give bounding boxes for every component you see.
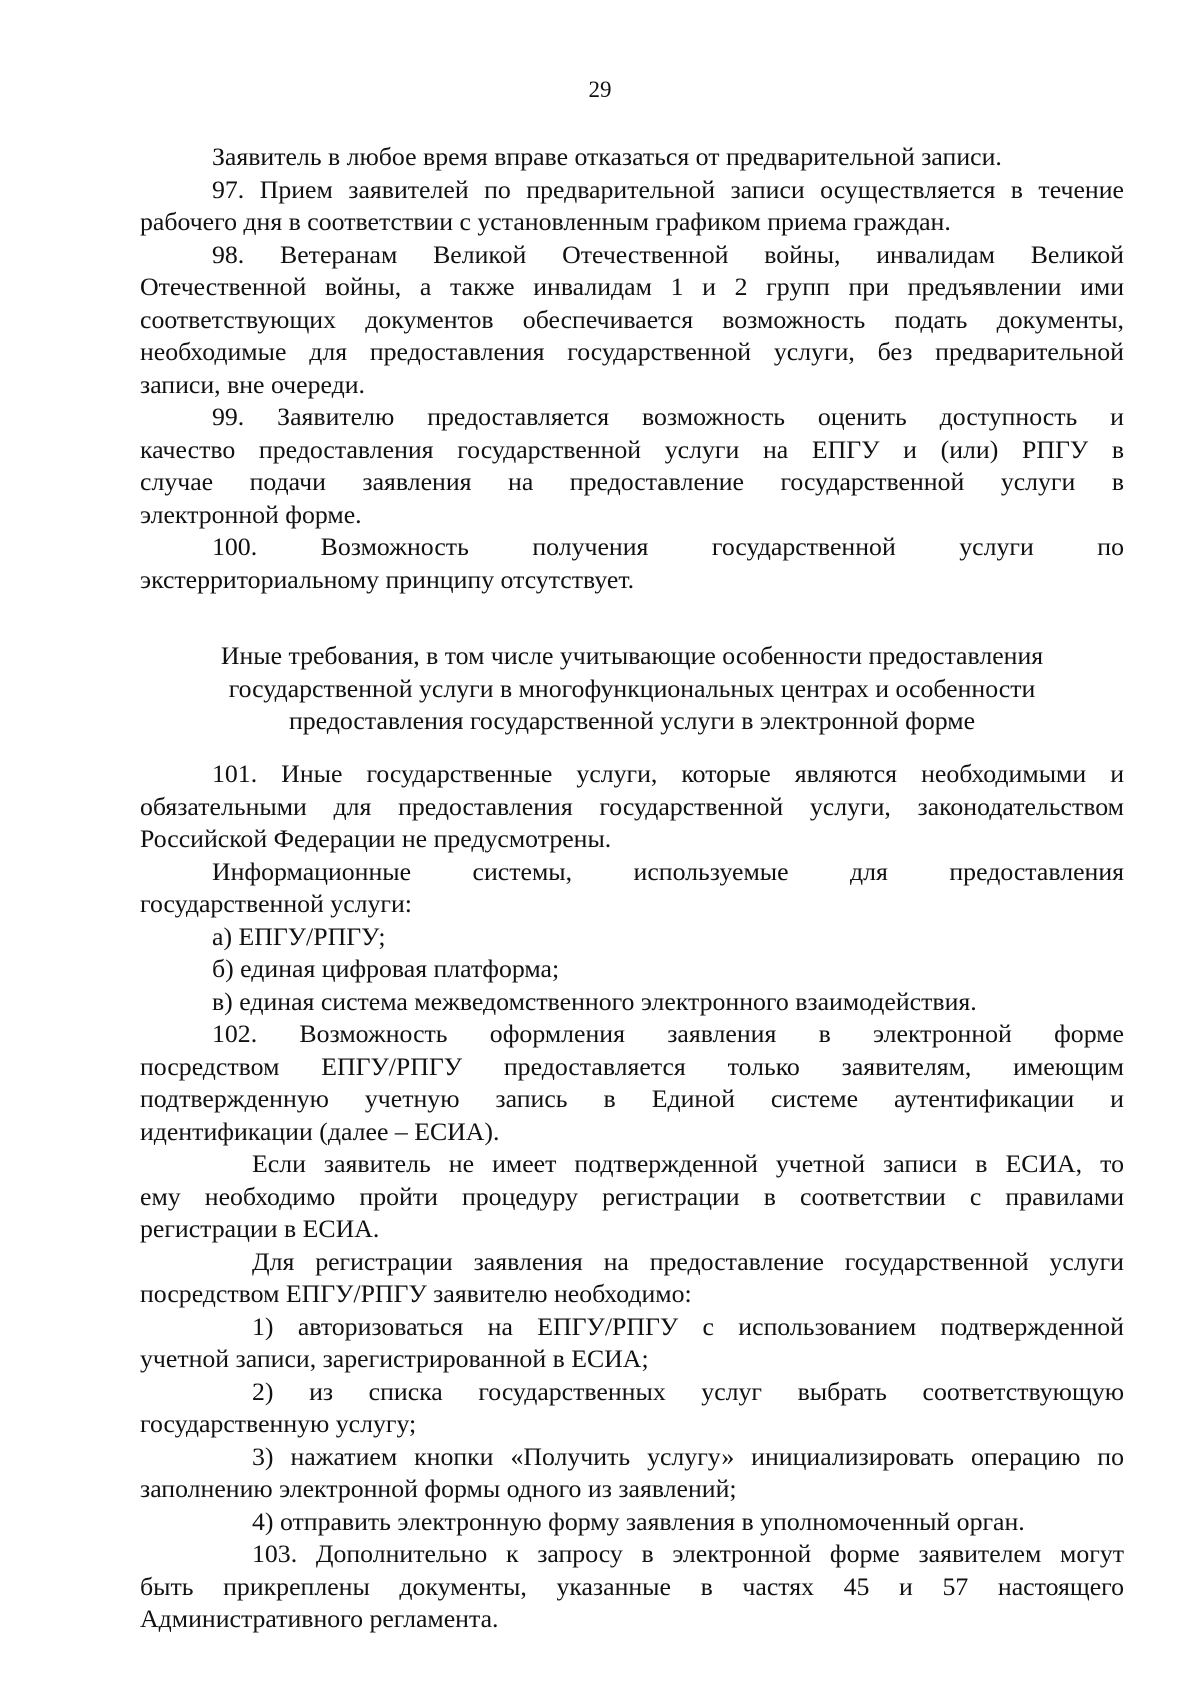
text-line: посредством ЕПГУ/РПГУ заявителю необходимо: — [140, 1279, 692, 1308]
text-line: соответствующих документов обеспечивается возможность подать документы, — [140, 304, 1124, 334]
text-line: 3) нажатием кнопки «Получить услугу» инициализировать операцию по — [252, 1441, 1124, 1471]
text-line: необходимые для предоставления государственной услуги, без предварительной — [140, 337, 1124, 366]
text-line: экстерриториальному принципу отсутствует. — [140, 564, 635, 594]
heading-line: Иные требования, в том числе учитывающие особенности предоставления — [220, 641, 1044, 670]
text-line: 103. Дополнительно к запросу в электронной форме заявителем могут — [252, 1539, 1124, 1568]
text-line: 99. Заявителю предоставляется возможность оценить доступность и — [212, 402, 1124, 431]
text-line: Российской Федерации не предусмотрены. — [140, 824, 612, 853]
text-line: 2) из списка государственных услуг выбрать соответствующую — [252, 1376, 1124, 1406]
text-line: б) единая цифровая платформа; — [212, 954, 560, 983]
text-line: 102. Возможность оформления заявления в электронной форме — [212, 1019, 1124, 1048]
text-line: электронной форме. — [140, 499, 362, 529]
text-line: заполнению электронной формы одного из заявлений; — [140, 1474, 737, 1503]
text-line: Если заявитель не имеет подтвержденной учетной записи в ЕСИА, то — [252, 1149, 1124, 1178]
heading-line: предоставления государственной услуги в электронной форме — [288, 706, 976, 735]
text-line: учетной записи, зарегистрированной в ЕСИА; — [140, 1344, 649, 1373]
text-line: Заявитель в любое время вправе отказаться от предварительной записи. — [212, 142, 1002, 171]
text-line: Для регистрации заявления на предоставление государственной услуги — [252, 1246, 1124, 1276]
text-line: Административного регламента. — [140, 1604, 499, 1633]
heading-line: государственной услуги в многофункциональных центрах и особенности — [228, 673, 1036, 703]
text-line: посредством ЕПГУ/РПГУ предоставляется только заявителям, имеющим — [140, 1051, 1124, 1081]
page-number: 29 — [588, 77, 612, 102]
text-line: 100. Возможность получения государственной услуги по — [212, 532, 1124, 561]
text-block-bottom — [140, 758, 1124, 1636]
text-line: 101. Иные государственные услуги, которые являются необходимыми и — [212, 759, 1124, 788]
text-line: рабочего дня в соответствии с установленным графиком приема граждан. — [140, 207, 951, 236]
text-line: 98. Ветеранам Великой Отечественной войны, инвалидам Великой — [212, 239, 1124, 269]
text-line: ему необходимо пройти процедуру регистрации в соответствии с правилами — [140, 1181, 1124, 1211]
text-line: 4) отправить электронную форму заявления в уполномоченный орган. — [252, 1506, 1025, 1536]
text-line: государственной услуги: — [140, 889, 412, 918]
text-line: регистрации в ЕСИА. — [140, 1214, 380, 1243]
text-block-top — [140, 141, 1124, 596]
text-line: государственную услугу; — [140, 1409, 417, 1438]
text-line: 1) авторизоваться на ЕПГУ/РПГУ с использованием подтвержденной — [252, 1311, 1124, 1341]
text-line: в) единая система межведомственного электронного взаимодействия. — [212, 986, 977, 1016]
text-line: идентификации (далее – ЕСИА). — [140, 1116, 500, 1146]
text-line: Информационные системы, используемые для предоставления — [212, 856, 1124, 886]
text-line: Отечественной войны, а также инвалидам 1 и 2 групп при предъявлении ими — [140, 272, 1124, 301]
text-line: быть прикреплены документы, указанные в частях 45 и 57 настоящего — [140, 1571, 1124, 1601]
text-line: качество предоставления государственной услуги на ЕПГУ и (или) РПГУ в — [140, 434, 1124, 464]
text-line: подтвержденную учетную запись в Единой системе аутентификации и — [140, 1084, 1124, 1113]
section-heading — [140, 640, 1124, 738]
text-line: обязательными для предоставления государственной услуги, законодательством — [140, 791, 1124, 821]
text-line: 97. Прием заявителей по предварительной записи осуществляется в течение — [212, 174, 1124, 204]
text-line: а) ЕПГУ/РПГУ; — [212, 921, 386, 951]
text-line: случае подачи заявления на предоставление государственной услуги в — [140, 467, 1124, 496]
text-line: записи, вне очереди. — [140, 369, 365, 399]
